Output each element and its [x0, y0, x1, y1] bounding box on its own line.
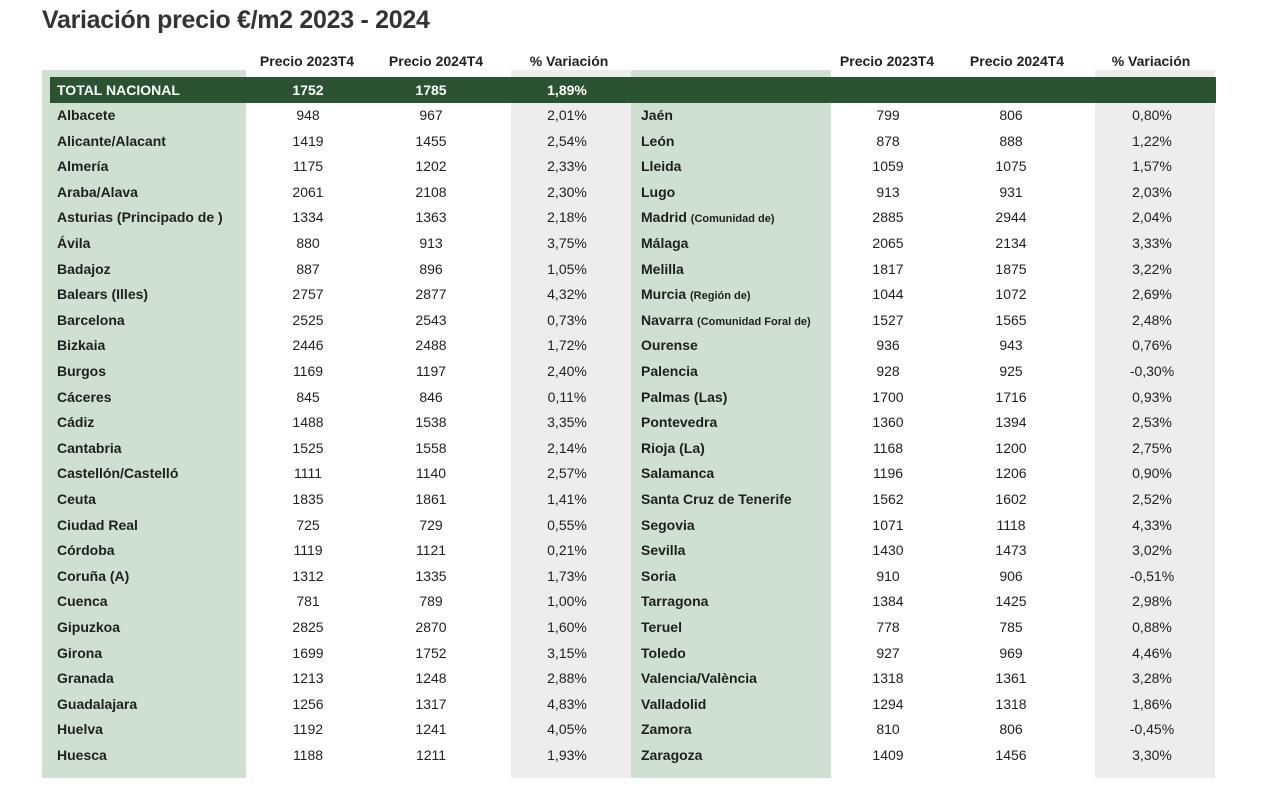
right-row-price-2024: 1072: [995, 286, 1027, 303]
right-row-price-2024: 1875: [995, 260, 1027, 277]
left-row-name: [57, 645, 102, 661]
left-header-price-2023: Precio 2023T4: [259, 53, 355, 69]
right-row-price-2024: 1206: [995, 465, 1027, 482]
right-row-price-2024: 1118: [996, 516, 1026, 533]
left-row-price-2023: 1169: [292, 363, 324, 379]
left-row-name: [57, 721, 103, 737]
province-name: Burgos: [57, 363, 106, 379]
left-row-variation: 2,54%: [547, 132, 587, 149]
left-row-price-2024: 1202: [415, 158, 447, 175]
right-row-variation: -0,45%: [1129, 721, 1175, 738]
page-title: Variación precio €/m2 2023 - 2024: [42, 6, 430, 34]
right-row-price-2023: 2065: [872, 235, 904, 251]
right-row-variation: 2,03%: [1132, 183, 1172, 200]
right-row-name: [641, 721, 692, 737]
right-header-price-2024: Precio 2024T4: [969, 53, 1065, 69]
left-row-variation: 0,73%: [547, 311, 587, 328]
right-row-price-2024: 806: [999, 107, 1023, 123]
right-row-variation: 1,57%: [1132, 158, 1172, 175]
right-row-price-2024: 785: [999, 619, 1023, 635]
province-name: Málaga: [641, 235, 689, 251]
right-row-variation: 0,90%: [1132, 465, 1172, 482]
left-row-name: [57, 235, 90, 251]
province-name: Salamanca: [641, 465, 715, 482]
province-name: Ávila: [57, 235, 91, 251]
left-row-price-2024: 1211: [415, 747, 447, 763]
left-row-variation: 4,83%: [547, 695, 587, 712]
province-name: Coruña (A): [57, 567, 130, 584]
right-row-price-2023: 1562: [872, 491, 904, 507]
province-name: Madrid: [641, 209, 687, 226]
left-row-price-2024: 1455: [415, 132, 447, 149]
right-row-price-2023: 1318: [872, 670, 904, 687]
left-row-price-2023: 1334: [292, 209, 324, 226]
right-row-price-2023: 1360: [872, 414, 904, 431]
province-name: Gipuzkoa: [57, 619, 121, 635]
left-row-name: [57, 133, 166, 149]
right-row-price-2023: 927: [876, 644, 900, 661]
right-row-price-2024: 2134: [995, 235, 1027, 251]
right-row-name: [641, 542, 685, 558]
province-name: Huesca: [57, 747, 107, 763]
right-row-variation: 0,88%: [1132, 619, 1172, 635]
right-row-price-2023: 778: [876, 619, 900, 635]
province-name: Cuenca: [57, 593, 108, 610]
province-name: Tarragona: [641, 593, 709, 610]
province-name: Pontevedra: [641, 414, 718, 431]
left-row-price-2023: 1119: [293, 542, 323, 559]
province-name: Toledo: [641, 644, 686, 661]
right-row-price-2023: 2885: [872, 209, 904, 226]
right-row-variation: 3,22%: [1132, 260, 1172, 277]
total-price-2024: 1785: [415, 82, 447, 98]
province-qualifier: (Comunidad Foral de): [697, 315, 811, 328]
province-name: Araba/Alava: [57, 183, 138, 200]
left-row-price-2023: 1699: [292, 644, 324, 661]
left-row-price-2024: 789: [419, 593, 443, 610]
left-row-price-2023: 1312: [292, 567, 324, 584]
right-row-price-2023: 1168: [872, 439, 904, 456]
province-name: Teruel: [641, 619, 682, 635]
right-row-price-2023: 1294: [872, 695, 904, 712]
left-row-price-2024: 2108: [415, 183, 447, 200]
left-row-variation: 1,60%: [547, 619, 587, 635]
right-row-name: [641, 414, 717, 430]
left-row-price-2024: 1248: [415, 670, 447, 687]
left-row-name: [57, 619, 120, 635]
left-row-price-2024: 2870: [415, 619, 447, 635]
right-row-price-2023: 1409: [872, 747, 904, 763]
right-row-price-2023: 1430: [872, 542, 904, 559]
right-row-price-2024: 1425: [995, 593, 1027, 610]
right-row-price-2024: 1716: [995, 388, 1027, 405]
left-row-price-2024: 1558: [415, 439, 447, 456]
right-row-variation: 2,69%: [1132, 286, 1172, 303]
province-name: Granada: [57, 670, 114, 687]
right-row-name: [641, 619, 682, 635]
right-row-price-2024: 906: [999, 567, 1023, 584]
left-row-name: [57, 261, 111, 277]
right-row-price-2023: 1059: [872, 158, 904, 175]
right-header-price-2023: Precio 2023T4: [839, 53, 935, 69]
left-row-price-2023: 725: [296, 516, 320, 533]
right-row-price-2024: 2944: [995, 209, 1027, 226]
province-name: Cáceres: [57, 388, 112, 405]
left-row-name: [57, 542, 115, 558]
right-row-variation: 4,46%: [1132, 644, 1172, 661]
right-row-name: [641, 465, 714, 481]
left-row-name: [57, 593, 108, 609]
left-row-name: [57, 491, 96, 507]
province-name: Melilla: [641, 260, 684, 277]
right-row-price-2023: 1071: [872, 516, 904, 533]
left-row-price-2023: 1835: [292, 491, 324, 507]
right-row-price-2024: 931: [999, 183, 1023, 200]
right-row-price-2024: 1200: [995, 439, 1027, 456]
right-row-name: [641, 158, 681, 174]
left-row-variation: 2,33%: [547, 158, 587, 175]
left-row-price-2024: 2543: [415, 311, 447, 328]
right-row-price-2024: 1394: [995, 414, 1027, 431]
left-row-price-2023: 880: [296, 235, 320, 251]
left-row-name: [57, 440, 122, 456]
left-row-variation: 1,41%: [547, 491, 587, 507]
right-row-price-2023: 810: [876, 721, 900, 738]
left-row-price-2024: 2877: [415, 286, 447, 303]
right-row-price-2023: 928: [876, 363, 900, 379]
left-row-variation: 2,57%: [547, 465, 587, 482]
left-row-name: [57, 414, 94, 430]
left-row-price-2024: 729: [419, 516, 443, 533]
province-name: Huelva: [57, 721, 103, 738]
province-name: Murcia: [641, 286, 687, 303]
left-row-price-2024: 1241: [415, 721, 447, 738]
left-row-name: [57, 747, 107, 763]
right-row-variation: 2,04%: [1132, 209, 1172, 226]
right-row-name: [641, 312, 811, 328]
left-row-price-2023: 2525: [292, 311, 324, 328]
right-row-variation: 2,98%: [1132, 593, 1172, 610]
left-row-price-2023: 2757: [292, 286, 324, 303]
right-row-name: [641, 209, 775, 225]
right-row-variation: 3,33%: [1132, 235, 1172, 251]
province-name: Palmas (Las): [641, 388, 728, 405]
right-row-variation: 2,48%: [1132, 311, 1172, 328]
left-row-price-2023: 1192: [292, 721, 324, 738]
left-row-variation: 3,35%: [547, 414, 587, 431]
left-row-price-2024: 1861: [415, 491, 447, 507]
right-row-price-2024: 1602: [995, 491, 1027, 507]
province-name: Sevilla: [641, 542, 686, 559]
left-row-price-2023: 1175: [292, 158, 324, 175]
right-row-price-2024: 1075: [995, 158, 1027, 175]
left-row-variation: 0,11%: [547, 388, 587, 405]
left-row-variation: 2,30%: [547, 183, 587, 200]
left-row-price-2024: 1140: [415, 465, 447, 482]
left-row-price-2023: 1111: [293, 465, 323, 482]
right-row-variation: 3,28%: [1132, 670, 1172, 687]
right-row-price-2023: 1527: [872, 311, 904, 328]
province-name: Segovia: [641, 516, 695, 533]
left-row-name: [57, 337, 105, 353]
right-row-variation: 1,86%: [1132, 695, 1172, 712]
province-name: Bizkaia: [57, 337, 106, 354]
province-name: Santa Cruz de Tenerife: [641, 491, 792, 507]
province-name: Ourense: [641, 337, 698, 354]
right-row-variation: -0,51%: [1129, 567, 1175, 584]
province-name: Zamora: [641, 721, 692, 738]
left-row-variation: 0,21%: [547, 542, 587, 559]
province-name: Almería: [57, 158, 109, 175]
right-row-name: [641, 568, 676, 584]
province-name: Zaragoza: [641, 747, 703, 763]
left-row-variation: 2,18%: [547, 209, 587, 226]
left-row-variation: 4,32%: [547, 286, 587, 303]
left-row-variation: 2,40%: [547, 363, 587, 379]
left-row-price-2023: 781: [296, 593, 320, 610]
right-row-name: [641, 389, 727, 405]
province-name: Valladolid: [641, 695, 707, 712]
right-row-variation: 2,53%: [1132, 414, 1172, 431]
left-row-price-2023: 2446: [292, 337, 324, 354]
province-name: Ceuta: [57, 491, 96, 507]
right-row-price-2024: 1456: [995, 747, 1027, 763]
left-row-price-2024: 896: [419, 260, 443, 277]
left-row-price-2024: 1538: [415, 414, 447, 431]
province-name: Lleida: [641, 158, 682, 175]
province-name: Alicante/Alacant: [57, 132, 166, 149]
left-row-price-2023: 1525: [292, 439, 324, 456]
left-row-price-2024: 846: [419, 388, 443, 405]
province-name: Balears (Illes): [57, 286, 149, 303]
right-row-variation: 3,30%: [1132, 747, 1172, 763]
total-variation: 1,89%: [547, 82, 587, 98]
right-row-name: [641, 363, 698, 379]
left-row-price-2024: 1363: [415, 209, 447, 226]
province-name: Lugo: [641, 183, 676, 200]
province-qualifier: (Comunidad de): [690, 213, 775, 226]
left-header-price-2024: Precio 2024T4: [388, 53, 484, 69]
right-row-price-2024: 1318: [995, 695, 1027, 712]
province-name: Córdoba: [57, 542, 115, 559]
left-row-variation: 2,14%: [547, 439, 587, 456]
right-row-name: [641, 747, 702, 763]
total-row-bar: [50, 77, 1216, 103]
right-row-name: [641, 645, 686, 661]
left-row-name: [57, 107, 115, 123]
right-header-variation: % Variación: [1111, 53, 1191, 69]
province-name: Badajoz: [57, 260, 111, 277]
left-row-variation: 1,93%: [547, 747, 587, 763]
left-row-variation: 1,00%: [547, 593, 587, 610]
right-row-name: [641, 184, 675, 200]
left-row-name: [57, 286, 148, 302]
right-row-price-2023: 1700: [872, 388, 904, 405]
right-row-variation: 2,75%: [1132, 439, 1172, 456]
right-row-price-2024: 1361: [995, 670, 1027, 687]
right-row-name: [641, 517, 695, 533]
right-row-variation: 1,22%: [1132, 132, 1172, 149]
left-row-name: [57, 696, 137, 712]
right-row-name: [641, 593, 708, 609]
left-row-price-2023: 1488: [292, 414, 324, 431]
province-name: Ciudad Real: [57, 516, 138, 533]
province-name: León: [641, 132, 675, 149]
province-name: Soria: [641, 567, 677, 584]
right-row-price-2023: 1384: [872, 593, 904, 610]
right-row-price-2023: 910: [876, 567, 900, 584]
right-row-price-2023: 1044: [872, 286, 904, 303]
left-row-variation: 3,15%: [547, 644, 587, 661]
right-row-price-2023: 878: [876, 132, 900, 149]
left-row-price-2023: 1256: [292, 695, 324, 712]
left-row-price-2024: 1197: [415, 363, 447, 379]
left-row-price-2023: 1419: [292, 132, 324, 149]
right-row-name: [641, 440, 705, 456]
left-row-name: [57, 363, 106, 379]
right-row-price-2024: 969: [999, 644, 1023, 661]
province-name: Castellón/Castelló: [57, 465, 179, 482]
right-row-name: [641, 491, 792, 507]
right-row-name: [641, 337, 698, 353]
left-row-price-2023: 1213: [292, 670, 324, 687]
right-row-price-2024: 943: [999, 337, 1023, 354]
right-row-price-2023: 936: [876, 337, 900, 354]
right-row-price-2023: 1817: [872, 260, 904, 277]
left-row-variation: 0,55%: [547, 516, 587, 533]
province-name: Albacete: [57, 107, 116, 123]
province-name: Jaén: [641, 107, 673, 123]
left-row-name: [57, 158, 108, 174]
right-row-variation: 4,33%: [1132, 516, 1172, 533]
left-row-price-2024: 2488: [415, 337, 447, 354]
right-row-price-2023: 1196: [872, 465, 904, 482]
right-row-name: [641, 133, 674, 149]
right-row-variation: 0,76%: [1132, 337, 1172, 354]
left-row-price-2024: 967: [419, 107, 443, 123]
right-row-price-2024: 888: [999, 132, 1023, 149]
right-row-variation: 0,93%: [1132, 388, 1172, 405]
right-row-price-2023: 799: [876, 107, 900, 123]
left-row-price-2023: 887: [296, 260, 320, 277]
right-row-price-2023: 913: [876, 183, 900, 200]
left-row-variation: 1,05%: [547, 260, 587, 277]
left-row-name: [57, 312, 125, 328]
left-row-price-2023: 845: [296, 388, 320, 405]
right-row-name: [641, 286, 751, 302]
left-row-price-2024: 1335: [415, 567, 447, 584]
right-row-variation: -0,30%: [1129, 363, 1175, 379]
left-row-name: [57, 670, 114, 686]
province-name: Guadalajara: [57, 695, 138, 712]
left-row-price-2023: 948: [296, 107, 320, 123]
left-row-name: [57, 517, 138, 533]
province-qualifier: (Región de): [690, 290, 751, 303]
total-price-2023: 1752: [292, 82, 324, 98]
left-header-variation: % Variación: [529, 53, 609, 69]
right-row-name: [641, 670, 757, 686]
left-row-variation: 2,01%: [547, 107, 587, 123]
province-name: Palencia: [641, 363, 698, 379]
left-row-variation: 1,72%: [547, 337, 587, 354]
left-row-price-2024: 1752: [415, 644, 447, 661]
right-row-price-2024: 806: [999, 721, 1023, 738]
left-row-price-2024: 1317: [415, 695, 447, 712]
left-row-name: [57, 389, 112, 405]
left-row-name: [57, 209, 223, 225]
left-row-name: [57, 184, 138, 200]
right-row-variation: 2,52%: [1132, 491, 1172, 507]
left-row-name: [57, 568, 129, 584]
left-row-price-2023: 2061: [292, 183, 324, 200]
province-name: Girona: [57, 644, 103, 661]
left-row-price-2024: 913: [419, 235, 443, 251]
right-row-name: [641, 107, 673, 123]
province-name: Navarra: [641, 311, 694, 328]
province-name: Barcelona: [57, 311, 125, 328]
left-row-variation: 1,73%: [547, 567, 587, 584]
right-row-price-2024: 1565: [995, 311, 1027, 328]
left-row-variation: 2,88%: [547, 670, 587, 687]
province-name: Cádiz: [57, 414, 95, 431]
right-row-name: [641, 261, 684, 277]
right-row-variation: 0,80%: [1132, 107, 1172, 123]
right-row-price-2024: 1473: [995, 542, 1027, 559]
left-row-name: [57, 465, 178, 481]
province-name: Cantabria: [57, 439, 122, 456]
right-row-name: [641, 235, 688, 251]
left-row-variation: 4,05%: [547, 721, 587, 738]
left-row-price-2024: 1121: [415, 542, 447, 559]
province-name: Rioja (La): [641, 439, 705, 456]
left-row-price-2023: 1188: [292, 747, 324, 763]
province-name: Asturias (Principado de ): [57, 209, 223, 226]
right-row-price-2024: 925: [999, 363, 1023, 379]
left-row-price-2023: 2825: [292, 619, 324, 635]
province-name: Valencia/València: [641, 670, 757, 687]
total-name: TOTAL NACIONAL: [57, 82, 180, 98]
right-row-name: [641, 696, 706, 712]
left-row-variation: 3,75%: [547, 235, 587, 251]
right-row-variation: 3,02%: [1132, 542, 1172, 559]
